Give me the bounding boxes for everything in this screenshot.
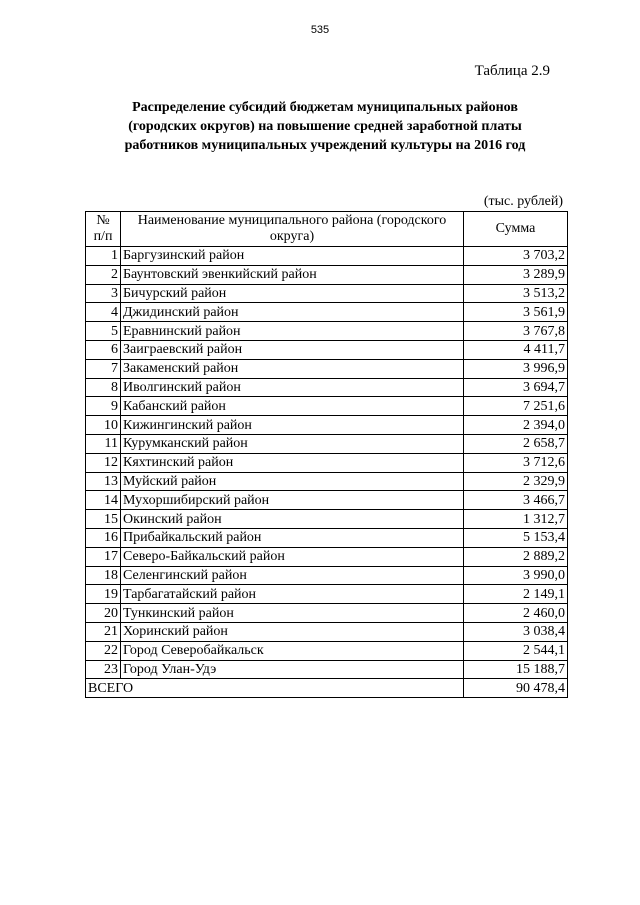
row-sum: 2 149,1 [464, 585, 568, 604]
row-name: Джидинский район [121, 303, 464, 322]
units-label: (тыс. рублей) [483, 194, 563, 209]
title-line-1: Распределение субсидий бюджетам муниципальных районов [132, 100, 518, 115]
row-name: Бичурский район [121, 284, 464, 303]
row-name: Баунтовский эвенкийский район [121, 265, 464, 284]
row-number: 8 [86, 378, 121, 397]
row-name: Селенгинский район [121, 566, 464, 585]
row-number: 20 [86, 604, 121, 623]
table-row [86, 303, 568, 322]
table-row [86, 397, 568, 416]
row-number: 5 [86, 322, 121, 341]
row-sum: 3 038,4 [464, 622, 568, 641]
row-number: 23 [86, 660, 121, 679]
row-name: Мухоршибирский район [121, 491, 464, 510]
row-number: 17 [86, 547, 121, 566]
row-number: 19 [86, 585, 121, 604]
row-sum: 4 411,7 [464, 340, 568, 359]
row-number: 7 [86, 359, 121, 378]
row-name: Тункинский район [121, 604, 464, 623]
total-label: ВСЕГО [86, 679, 464, 698]
table-label: Таблица 2.9 [474, 63, 550, 79]
page-number: 535 [310, 24, 330, 36]
row-number: 16 [86, 528, 121, 547]
row-name: Тарбагатайский район [121, 585, 464, 604]
table-row [86, 604, 568, 623]
row-sum: 3 996,9 [464, 359, 568, 378]
row-number: 18 [86, 566, 121, 585]
table-row [86, 453, 568, 472]
row-sum: 2 658,7 [464, 434, 568, 453]
row-sum: 3 990,0 [464, 566, 568, 585]
row-name: Еравнинский район [121, 322, 464, 341]
table-row [86, 434, 568, 453]
table-row [86, 528, 568, 547]
row-sum: 7 251,6 [464, 397, 568, 416]
row-number: 11 [86, 434, 121, 453]
row-sum: 3 703,2 [464, 247, 568, 266]
table-row [86, 378, 568, 397]
row-sum: 2 329,9 [464, 472, 568, 491]
header-sum: Сумма [464, 212, 568, 247]
row-name: Кижингинский район [121, 416, 464, 435]
row-number: 9 [86, 397, 121, 416]
row-number: 2 [86, 265, 121, 284]
row-name: Курумканский район [121, 434, 464, 453]
table-row [86, 322, 568, 341]
row-name: Заиграевский район [121, 340, 464, 359]
row-number: 10 [86, 416, 121, 435]
row-number: 15 [86, 510, 121, 529]
row-number: 1 [86, 247, 121, 266]
row-sum: 2 544,1 [464, 641, 568, 660]
table-row [86, 566, 568, 585]
row-name: Кяхтинский район [121, 453, 464, 472]
header-name-line-1: Наименование муниципального района (городского [137, 213, 447, 228]
row-sum: 2 889,2 [464, 547, 568, 566]
row-number: 12 [86, 453, 121, 472]
table-row [86, 585, 568, 604]
header-number [86, 212, 121, 247]
table-body [86, 247, 568, 679]
header-name [121, 212, 464, 247]
row-number: 14 [86, 491, 121, 510]
row-sum: 2 394,0 [464, 416, 568, 435]
row-sum: 15 188,7 [464, 660, 568, 679]
row-number: 22 [86, 641, 121, 660]
row-sum: 3 513,2 [464, 284, 568, 303]
table-header-row [86, 212, 568, 247]
row-name: Город Улан-Удэ [121, 660, 464, 679]
header-number-line-1: № [96, 213, 110, 228]
table-row [86, 510, 568, 529]
row-name: Закаменский район [121, 359, 464, 378]
header-number-line-2: п/п [93, 229, 113, 244]
table-row [86, 265, 568, 284]
table-row [86, 340, 568, 359]
row-name: Хоринский район [121, 622, 464, 641]
table-row [86, 472, 568, 491]
row-sum: 3 466,7 [464, 491, 568, 510]
row-name: Иволгинский район [121, 378, 464, 397]
row-number: 6 [86, 340, 121, 359]
table-row [86, 284, 568, 303]
row-sum: 1 312,7 [464, 510, 568, 529]
row-number: 13 [86, 472, 121, 491]
row-number: 21 [86, 622, 121, 641]
total-row [86, 679, 568, 698]
table-row [86, 491, 568, 510]
row-name: Баргузинский район [121, 247, 464, 266]
subsidy-table [85, 211, 568, 698]
table-row [86, 247, 568, 266]
table-row [86, 416, 568, 435]
table-row [86, 641, 568, 660]
row-sum: 3 712,6 [464, 453, 568, 472]
row-sum: 3 289,9 [464, 265, 568, 284]
title-line-2: (городских округов) на повышение средней заработной платы [128, 119, 522, 134]
table-row [86, 547, 568, 566]
title-line-3: работников муниципальных учреждений культуры на 2016 год [124, 138, 526, 153]
row-sum: 5 153,4 [464, 528, 568, 547]
row-name: Город Северобайкальск [121, 641, 464, 660]
row-name: Прибайкальский район [121, 528, 464, 547]
table-row [86, 622, 568, 641]
row-name: Окинский район [121, 510, 464, 529]
row-name: Северо-Байкальский район [121, 547, 464, 566]
row-sum: 3 767,8 [464, 322, 568, 341]
table-row [86, 660, 568, 679]
row-name: Кабанский район [121, 397, 464, 416]
row-number: 3 [86, 284, 121, 303]
document-title [80, 98, 570, 155]
row-number: 4 [86, 303, 121, 322]
row-sum: 3 694,7 [464, 378, 568, 397]
row-name: Муйский район [121, 472, 464, 491]
row-sum: 2 460,0 [464, 604, 568, 623]
total-sum: 90 478,4 [464, 679, 568, 698]
header-name-line-2: округа) [269, 229, 315, 244]
row-sum: 3 561,9 [464, 303, 568, 322]
table-row [86, 359, 568, 378]
